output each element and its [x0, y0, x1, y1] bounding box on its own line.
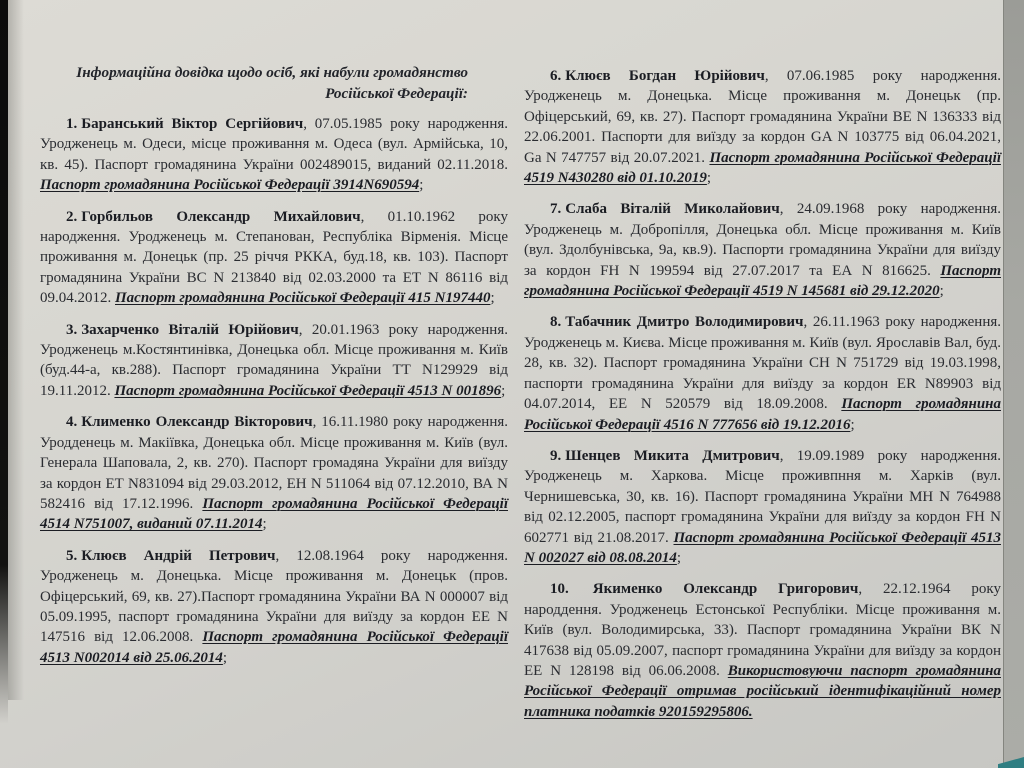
entry-number: 7.	[550, 201, 562, 218]
photo-left-shadow-soft	[8, 0, 24, 700]
entry-number: 8.	[550, 314, 562, 331]
person-name: Клюєв Богдан Юрійович	[565, 68, 765, 84]
entry-text: , 07.06.1985 року народження. Уродженець м. Донецька. Місце проживання м. Донецьк (пр. Офіцерський, 69, кв. 27). Паспорт громадянина України ВЕ N 136333 від 22.06.2001. Паспорти для виїзду за кордон GA N 103775 від 06.04.2021, Ga N 747757 від 20.07.2021.	[524, 68, 1001, 166]
russian-passport-highlight: Паспорт громадянина Російської Федерації 4513 N 001896	[114, 382, 502, 399]
document-title-line2: Російської Федерації:	[325, 85, 468, 102]
entry-text: , 07.05.1985 року народження. Уродженець м. Одеси, місце проживання м. Одеса (вул. Армійська, 10, кв. 45). Паспорт громадянина України 002489015, виданий 02.11.2018.	[40, 116, 508, 173]
entry-tail: ;	[850, 416, 855, 433]
right-column	[524, 66, 1001, 733]
entry-text: , 24.09.1968 року народження. Уродженець м. Добропілля, Донецька обл. Місце проживання м. Київ (вул. Здолбунівська, 9а, кв.9). Паспорти громадянина України для виїзду за кордон FH N 199594 від 27.07.2017 та ЕА N 816625.	[524, 201, 1001, 279]
entry-tail: ;	[490, 290, 495, 307]
entry-tail: ;	[419, 177, 424, 194]
citizenship-entry	[40, 114, 508, 196]
person-name: Клюєв Андрій Петрович	[81, 547, 276, 564]
person-name: Клименко Олександр Вікторович	[81, 414, 313, 431]
citizenship-entry	[40, 546, 508, 668]
person-name: Якименко Олександр Григорович	[592, 581, 859, 598]
russian-passport-highlight: Паспорт громадянина Російської Федерації 4519 N 145681 від 29.12.2020	[524, 262, 1001, 300]
russian-passport-highlight: Паспорт громадянина Російської Федерації 4516 N 777656 від 19.12.2016	[524, 396, 1002, 433]
entry-text: , 22.12.1964 року народдення. Уродженець Естонської Республіки. Місце проживання м. Київ (вул. Володимирська, 33). Паспорт громадянина України ВК N 417638 від 05.09.2007, паспорт громадянина України для виїзду за кордон ЕЕ N 128198 від 06.06.2008.	[524, 581, 1001, 679]
entry-number: 10.	[550, 581, 569, 598]
russian-passport-highlight: Паспорт громадянина Російської Федерації 415 N197440	[115, 290, 491, 307]
citizenship-entry	[524, 446, 1001, 568]
person-name: Шенцев Микита Дмитрович	[565, 447, 780, 464]
entry-tail: ;	[501, 382, 506, 399]
entry-tail: ;	[706, 170, 712, 187]
entry-number: 9.	[550, 447, 562, 464]
document-title	[40, 62, 508, 104]
russian-passport-highlight: Паспорт громадянина Російської Федерації 4513 N 002027 від 08.08.2014	[524, 529, 1001, 566]
entry-tail: ;	[262, 516, 267, 533]
entry-text: , 16.11.1980 року народження. Уродденець м. Макіївка, Донецька обл. Місце проживання м. Київ (вул. Генерала Шаповала, 2, кв. 270). Паспорт громадяна України для виїзду за кордон ЕТ N831094 від 29.03.2012, ЕН N 511064 від 07.12.2010, ВА N 582416 від 17.12.1996.	[40, 414, 508, 512]
citizenship-entry	[524, 66, 1001, 188]
entry-text: , 19.09.1989 року народження. Уродженець м. Харкова. Місце проживпння м. Харків (вул. Чернишевська, 30, кв. 16). Паспорт громадянина України МН N 764988 від 02.12.2005, паспорт громадянина України для виїзду за кордон FH N 602771 від 21.08.2017.	[524, 447, 1001, 546]
entry-tail: ;	[676, 549, 682, 566]
person-name: Захарченко Віталій Юрійович	[81, 321, 299, 338]
entry-text: , 12.08.1964 року народження. Уродженець м. Донецька. Місце проживання м. Донецьк (пров. Офіцерський, 69, кв. 27).Паспорт громадянина України ВА N 000007 від 05.09.1995, паспорт громадянина України для виїзду за кордон ЕЕ N 147516 від 12.06.2008.	[40, 547, 508, 646]
citizenship-entry	[40, 207, 508, 309]
photo-left-shadow	[0, 0, 8, 724]
citizenship-entry	[40, 412, 508, 534]
citizenship-entry	[524, 312, 1001, 434]
entry-number: 1.	[66, 116, 78, 132]
entry-tail: ;	[222, 649, 228, 666]
entry-text: , 20.01.1963 року народження. Уродженець м.Костянтинівка, Донецька обл. Місце проживання м. Київ (буд.44-а, кв.288). Паспорт громадянина України ТТ N129929 від 19.11.2012.	[40, 321, 508, 399]
document-title-line1: Інформаційна довідка щодо осіб, які набули громадянство	[76, 64, 468, 81]
russian-passport-highlight: Паспорт громадянина Російської Федерації 4514 N751007, виданий 07.11.2014	[40, 495, 508, 533]
person-name: Слаба Віталій Миколайович	[565, 201, 780, 218]
person-name: Табачник Дмитро Володимирович	[565, 314, 804, 331]
russian-passport-highlight: Використовуючи паспорт громадянина Російської Федерації отримав російський ідентифікаційний номер платника податків 920159295806.	[524, 662, 1001, 720]
russian-passport-highlight: Паспорт громадянина Російської Федерації 4519 N430280 від 01.10.2019	[524, 149, 1001, 187]
entry-number: 6.	[550, 68, 562, 84]
citizenship-entry	[524, 199, 1001, 301]
photo-right-edge	[1003, 0, 1024, 768]
entry-number: 3.	[66, 321, 78, 338]
entry-text: , 26.11.1963 року народження. Уродженець м. Києва. Місце проживання м. Київ (вул. Ярославів Вал, буд. 28, кв. 32). Паспорт громадянина України СН N 751729 від 19.03.1998, паспорти громадянина України для виїзду за кордон ER N89903 від 04.07.2014, ЕЕ N 520579 від 18.09.2008.	[524, 314, 1001, 413]
russian-passport-highlight: Паспорт громадянина Російської Федерації 4513 N002014 від 25.06.2014	[40, 629, 508, 666]
entry-number: 4.	[66, 414, 78, 431]
person-name: Баранський Віктор Сергійович	[81, 116, 304, 132]
left-column	[40, 62, 508, 679]
person-name: Горбильов Олександр Михайлович	[81, 208, 361, 225]
citizenship-entry	[524, 579, 1001, 722]
entry-tail: ;	[939, 283, 944, 300]
russian-passport-highlight: Паспорт громадянина Російської Федерації 3914N690594	[40, 177, 420, 194]
citizenship-entry	[40, 320, 508, 402]
entry-number: 5.	[66, 547, 78, 564]
entry-number: 2.	[66, 208, 78, 225]
entry-text: , 01.10.1962 року народження. Уродженець м. Степанован, Республіка Вірменія. Місце проживання м. Донецьк (пр. 25 річчя РККА, буд.18, кв. 103). Паспорт громадянина України ВС N 213840 від 02.03.2000 та ЕТ N 86116 від 09.04.2012.	[40, 208, 508, 307]
